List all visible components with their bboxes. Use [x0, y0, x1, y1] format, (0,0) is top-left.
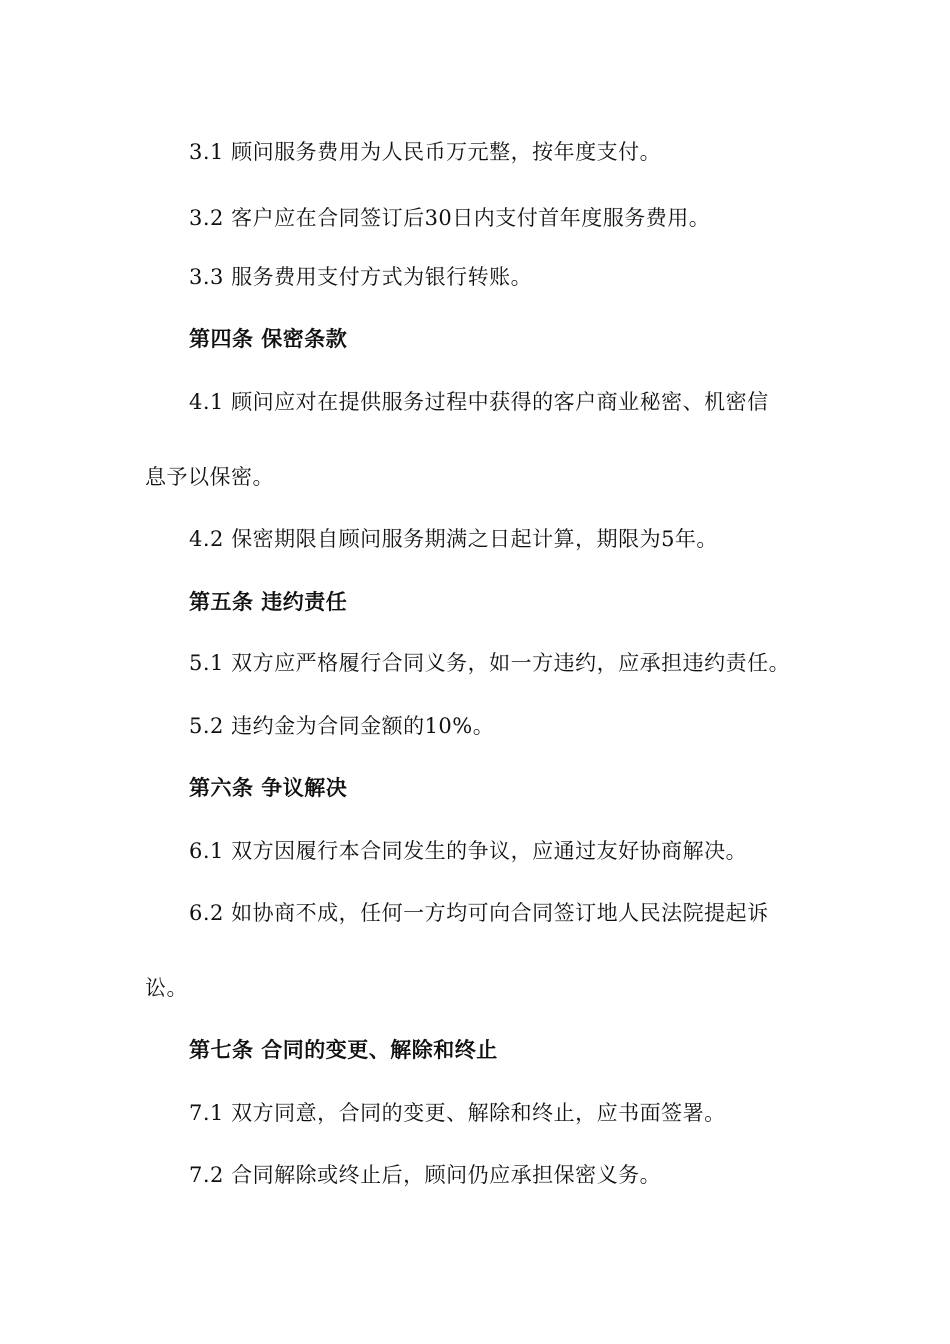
article-5-heading: 第五条 违约责任 [189, 590, 348, 614]
clause-7-2: 7.2 合同解除或终止后，顾问仍应承担保密义务。 [189, 1163, 662, 1187]
clause-3-2: 3.2 客户应在合同签订后30日内支付首年度服务费用。 [189, 206, 711, 230]
clause-3-3: 3.3 服务费用支付方式为银行转账。 [189, 265, 533, 289]
article-6-heading: 第六条 争议解决 [189, 776, 348, 800]
article-4-heading: 第四条 保密条款 [189, 327, 348, 351]
clause-6-2-continuation: 讼。 [145, 976, 188, 1000]
article-7-heading: 第七条 合同的变更、解除和终止 [189, 1038, 498, 1062]
clause-6-2: 6.2 如协商不成，任何一方均可向合同签订地人民法院提起诉 [189, 901, 769, 925]
clause-3-1: 3.1 顾问服务费用为人民币万元整，按年度支付。 [189, 140, 662, 164]
clause-5-1: 5.1 双方应严格履行合同义务，如一方违约，应承担违约责任。 [189, 651, 791, 675]
clause-5-2: 5.2 违约金为合同金额的10%。 [189, 714, 495, 738]
clause-4-1-continuation: 息予以保密。 [145, 465, 274, 489]
clause-4-2: 4.2 保密期限自顾问服务期满之日起计算，期限为5年。 [189, 527, 718, 551]
clause-4-1: 4.1 顾问应对在提供服务过程中获得的客户商业秘密、机密信 [189, 390, 769, 414]
clause-7-1: 7.1 双方同意，合同的变更、解除和终止，应书面签署。 [189, 1101, 726, 1125]
clause-6-1: 6.1 双方因履行本合同发生的争议，应通过友好协商解决。 [189, 839, 748, 863]
